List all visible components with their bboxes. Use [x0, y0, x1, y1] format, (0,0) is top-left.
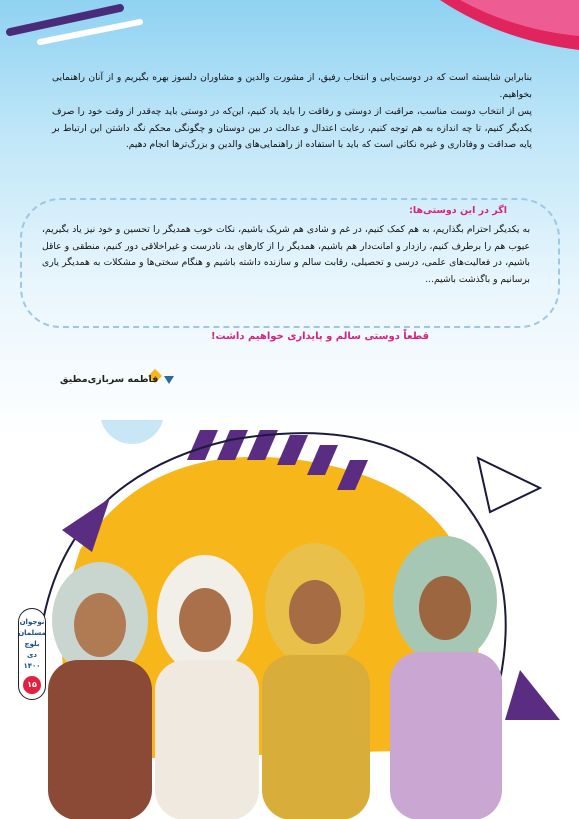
- photo-illustration: [0, 420, 579, 819]
- highlight-box-title: اگر در این دوستی‌ها:: [409, 205, 507, 216]
- magazine-tab: [18, 608, 46, 700]
- magazine-issue: دی ۱۴۰۰: [23, 651, 41, 670]
- triangle-bullet-icon: [164, 376, 174, 384]
- magazine-line-3: بلوچ: [24, 640, 40, 648]
- slogan: قطعاً دوستی سالم و پایداری خواهیم داشت!: [210, 331, 429, 342]
- magazine-line-2: مسلمان: [18, 629, 46, 637]
- page-number: ۱۵: [23, 676, 41, 694]
- author-name: فاطمه سربازی‌مطیق: [60, 374, 159, 385]
- magazine-line-1: نوجوان: [19, 618, 45, 626]
- author-line: [60, 374, 174, 385]
- intro-paragraph: بنابراین شایسته است که در دوست‌یابی و انتخاب رفیق، از مشورت والدین و مشاوران دلسوز بهره بگیریم و از آنان راهنمایی بخواهیم.: [52, 72, 532, 100]
- highlight-box-text: به یکدیگر احترام بگذاریم، به هم کمک کنیم، در غم و شادی هم شریک باشیم، نکات خوب همدیگر را تحسین و خود نیز یاد بگیریم، عیوب هم را برطرف کنیم، رازدار و امانت‌دار هم باشیم، همدیگر را از کارهای بد، نادرست و غیراخلاقی دور کنیم، منطقی و عاقل باشیم، در فعالیت‌های علمی، درسی و تحصیلی، رقابت سالم و سازنده داشته باشیم و هنگام سختی‌ها و مشکلات به همدیگر یاری برسانیم و باگذشت باشیم...: [42, 224, 530, 285]
- body-paragraph: پس از انتخاب دوست مناسب، مراقبت از دوستی و رفاقت را باید یاد کنیم، این‌که در دوستی باید چه‌قدر از وقت خود را صرف یکدیگر کنیم، تا چه اندازه به هم توجه کنیم، رعایت اعتدال و عدالت در بین دوستان و چگونگی محکم نگه داشتن این ارتباط بر پایه صداقت و وفاداری و غیره نکاتی است که باید با استفاده از راهنمایی‌های والدین و بزرگ‌ترها انجام دهیم.: [52, 106, 532, 150]
- top-decoration: [0, 0, 579, 70]
